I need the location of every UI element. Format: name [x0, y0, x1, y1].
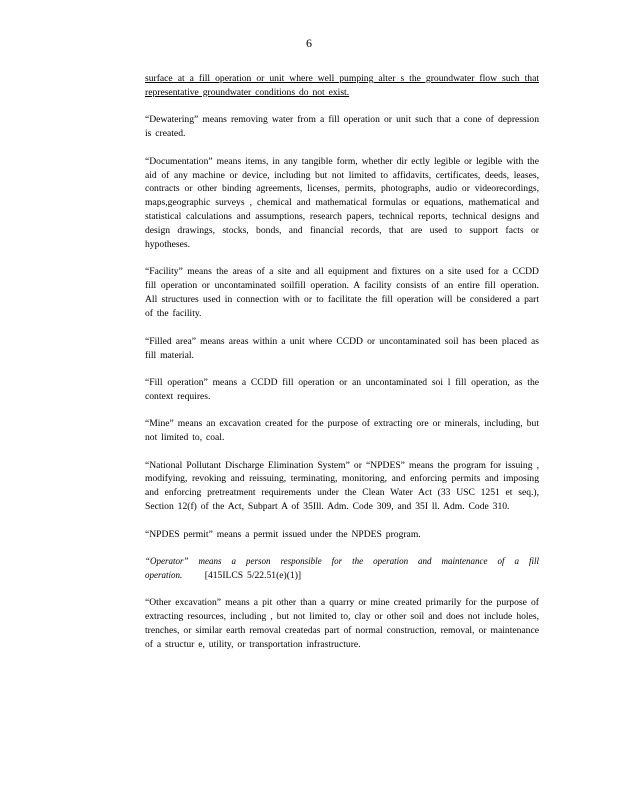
paragraph-filled-area: “Filled area” means areas within a unit where CCDD or uncontaminated soil has been placed as fill material.: [145, 335, 539, 361]
paragraph-mine: “Mine” means an excavation created for the purpose of extracting ore or minerals, including, but not limited to, coal.: [145, 418, 539, 444]
operator-statute-reference: [415ILCS 5/22.51(e)(1)]: [204, 569, 302, 581]
paragraph-npdes: “National Pollutant Discharge Elimination System” or “NPDES” means the program for issuing , modifying, revoking and reissuing, terminating, monitoring, and enforcing permits and imposing and enforcing pretreatment requirements under the Clean Water Act (33 USC 1251 et seq.), Section 12(f) of the Act, Subpart A of 35Ill. Adm. Code 309, and 35I ll. Adm. Code 310.: [145, 459, 539, 513]
paragraph-npdes-permit: “NPDES permit” means a permit issued under the NPDES program.: [145, 528, 421, 540]
paragraph-documentation: “Documentation” means items, in any tangible form, whether dir ectly legible or legible with the aid of any machine or device, including but not limited to affidavits, certificates, deeds, leases, contracts or other binding agreements, licenses, permits, photographs, audio or videorecordings, maps,geographic surveys , chemical and mathematical formulas or equations, mathematical and statistical calculations and assumptions, research papers, technical reports, technical designs and design drawings, stocks, bonds, and financial records, that are used to support facts or hypotheses.: [145, 155, 539, 251]
paragraph-facility: “Facility” means the areas of a site and all equipment and fixtures on a site used for a CCDD fill operation or uncontaminated soilfill operation. A facility consists of an entire fill operation. All structures used in connection with or to facilitate the fill operation will be considered a part of the facility.: [145, 266, 539, 320]
paragraph-operator: [145, 555, 539, 583]
page-content: [145, 72, 539, 666]
paragraph-dewatering: “Dewatering” means removing water from a fill operation or unit such that a cone of depression is created.: [145, 114, 539, 140]
paragraph-fill-operation: “Fill operation” means a CCDD fill operation or an uncontaminated soi l fill operation, as the context requires.: [145, 376, 539, 402]
paragraph-other-excavation: “Other excavation” means a pit other than a quarry or mine created primarily for the purpose of extracting resources, including , but not limited to, clay or other soil and does not include holes, trenches, or similar earth removal createdas part of normal construction, removal, or maintenance of a structur e, utility, or transportation infrastructure.: [145, 597, 539, 651]
operator-definition-text: “Operator” means a person responsible for the operation and maintenance of a fill operation.: [145, 556, 539, 580]
page-number: 6: [306, 36, 312, 50]
paragraph-continued-definition: surface at a fill operation or unit where well pumping alter s the groundwater flow such that representative groundwater conditions do not exist.: [145, 73, 539, 98]
